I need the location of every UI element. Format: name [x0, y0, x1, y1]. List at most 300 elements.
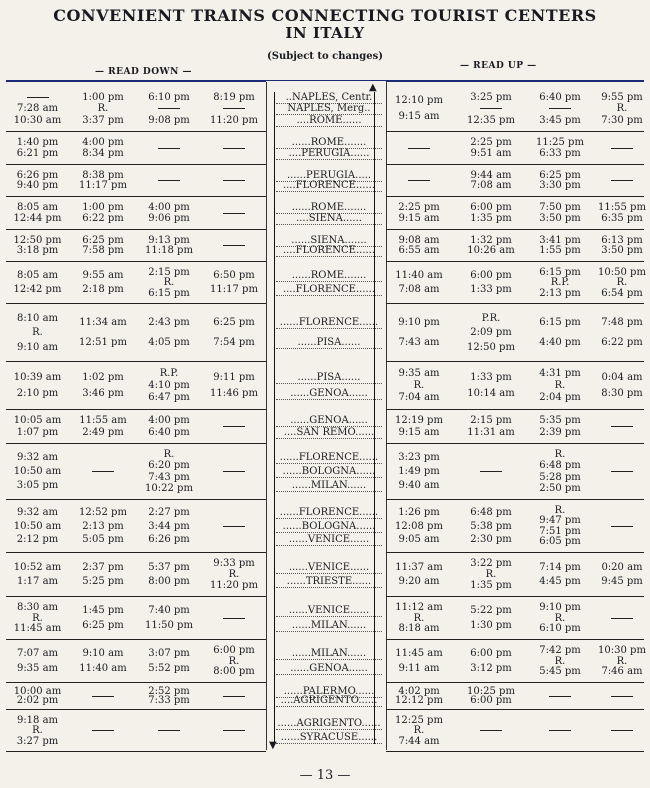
left-time-cell: 4:10 pm	[148, 380, 190, 391]
right-time-cell: 1:30 pm	[470, 619, 512, 631]
divider-right	[386, 82, 387, 750]
left-time-cell: 2:10 pm	[16, 388, 59, 399]
right-time-cell	[598, 613, 646, 624]
right-time-cell	[390, 175, 448, 186]
group-separator	[6, 164, 266, 165]
group-separator	[386, 639, 644, 640]
left-time-cell: 6:10 pm	[148, 91, 190, 103]
left-time-cell: 9:10 am	[82, 648, 124, 660]
group-separator	[6, 709, 266, 710]
left-time-cell: 2:18 pm	[82, 284, 124, 295]
arrow-up-icon: ▲	[369, 82, 377, 93]
left-time-cell: 11:17 pm	[210, 284, 258, 295]
right-time-cell: 2:30 pm	[470, 533, 512, 545]
left-time-cell: 8:38 pm	[82, 169, 124, 181]
no-service-dash	[158, 180, 180, 181]
group-separator	[386, 196, 644, 197]
right-time-cell: P.R.	[481, 312, 501, 324]
right-time-cell: 10:14 am	[467, 388, 515, 399]
right-time-cell: 2:50 pm	[539, 482, 581, 494]
right-time-cell: 7:50 pm	[539, 202, 581, 213]
no-service-dash	[611, 471, 633, 472]
station-name: ......ROME.......	[276, 137, 382, 149]
left-time-cell: 6:20 pm	[148, 460, 190, 472]
left-time-cell: 8:30 am	[16, 601, 59, 613]
no-service-dash	[223, 108, 245, 109]
right-time-cell: 12:08 pm	[395, 520, 443, 532]
read-up-label: — READ UP —	[460, 61, 537, 71]
group-separator	[6, 751, 266, 752]
group-separator	[386, 552, 644, 553]
right-time-cell: 9:10 pm	[398, 317, 440, 329]
left-time-cell: 6:21 pm	[16, 148, 59, 159]
group-separator	[6, 361, 266, 362]
group-separator	[6, 303, 266, 304]
left-time-cell: R.	[163, 449, 175, 461]
left-time-cell: 10:00 am	[13, 686, 62, 697]
right-time-cell: 11:45 am	[395, 648, 443, 660]
left-time-cell: 9:33 pm	[213, 558, 255, 569]
right-time-cell: 5:22 pm	[470, 605, 512, 617]
right-time-cell: 3:45 pm	[539, 114, 581, 126]
right-time-cell: 9:55 pm	[601, 91, 643, 103]
right-time-cell: 2:15 pm	[470, 415, 512, 427]
left-time-cell: R.	[32, 725, 43, 736]
station-name: ....ROME......	[276, 115, 382, 127]
left-time-cell: 8:19 pm	[213, 91, 255, 103]
left-time-cell: 6:26 pm	[16, 169, 59, 181]
no-service-dash	[92, 696, 114, 697]
station-name: ......FLORENCE......	[276, 452, 382, 464]
right-time-cell: R.	[554, 380, 566, 391]
left-time-cell	[72, 466, 134, 477]
right-time-cell: 1:32 pm	[470, 234, 512, 246]
right-time-cell: 2:25 pm	[470, 137, 512, 148]
right-time-cell: 6:00 pm	[470, 270, 512, 281]
no-service-dash	[223, 426, 245, 427]
right-time-cell: 1:35 pm	[470, 213, 512, 224]
right-time-cell: 2:13 pm	[539, 287, 581, 299]
left-time-cell	[205, 421, 263, 432]
station-name: ......PISA......	[276, 337, 382, 349]
right-time-cell: 7:44 am	[398, 735, 440, 747]
station-name: ......FLORENCE......	[276, 507, 382, 519]
right-time-cell: 6:15 pm	[539, 317, 581, 329]
right-time-cell: 7:14 pm	[539, 561, 581, 573]
right-time-cell: 12:25 pm	[395, 714, 443, 726]
left-time-cell: 3:37 pm	[82, 114, 124, 126]
left-time-cell: 6:26 pm	[148, 533, 190, 545]
station-name: ....SAN REMO......	[276, 427, 382, 439]
left-time-cell: 11:18 pm	[145, 245, 193, 257]
left-time-cell: 1:07 pm	[16, 426, 59, 438]
left-time-cell: 5:05 pm	[82, 533, 124, 545]
group-separator	[6, 261, 266, 262]
no-service-dash	[223, 245, 245, 246]
right-time-cell: 3:50 pm	[539, 213, 581, 224]
station-name: ......SYRACUSE......	[276, 732, 382, 744]
station-name: ....PERUGIA......	[276, 148, 382, 160]
station-name: ......VENICE......	[276, 534, 382, 546]
station-name: ......BOLOGNA......	[276, 521, 382, 533]
right-time-cell: 6:33 pm	[539, 148, 581, 159]
no-service-dash	[223, 696, 245, 697]
left-time-cell	[205, 521, 263, 532]
right-time-cell: 4:02 pm	[398, 686, 440, 697]
group-separator	[386, 709, 644, 710]
station-name: ....SIENA......	[276, 213, 382, 225]
right-time-cell: 3:30 pm	[539, 180, 581, 192]
right-time-cell: 6:25 pm	[539, 169, 581, 181]
no-service-dash	[158, 108, 180, 109]
right-time-cell: 7:04 am	[398, 392, 440, 403]
left-time-cell: 6:40 pm	[148, 426, 190, 438]
left-time-cell: 9:32 am	[16, 452, 59, 463]
left-time-cell: 11:55 am	[79, 415, 127, 427]
left-time-cell: 7:28 am	[16, 103, 59, 114]
right-time-cell	[460, 725, 522, 736]
no-service-dash	[408, 180, 430, 181]
left-time-cell	[205, 691, 263, 702]
station-name: ....FLORENCE......	[276, 180, 382, 192]
right-time-cell: 10:26 am	[467, 245, 515, 257]
right-time-cell: 2:25 pm	[398, 202, 440, 213]
left-time-cell: 3:05 pm	[16, 480, 59, 491]
station-name: ......VENICE......	[276, 605, 382, 617]
right-time-cell: 2:09 pm	[470, 327, 512, 338]
group-separator	[386, 164, 644, 165]
left-time-cell: 10:05 am	[13, 415, 62, 427]
right-time-cell: 7:43 am	[398, 336, 440, 348]
left-time-cell: R.	[32, 612, 43, 624]
right-time-cell: 6:48 pm	[470, 507, 512, 519]
station-name: ......GENOA......	[276, 663, 382, 675]
left-time-cell: 9:10 am	[16, 341, 59, 353]
right-time-cell: 9:10 pm	[539, 601, 581, 613]
divider-left	[266, 82, 267, 750]
right-time-cell: 11:31 am	[467, 426, 515, 438]
right-time-cell: 9:40 am	[398, 480, 440, 491]
group-separator	[6, 596, 266, 597]
station-name: ......MILAN......	[276, 648, 382, 660]
right-time-cell: 6:22 pm	[601, 336, 643, 348]
left-time-cell: 2:15 pm	[148, 266, 190, 278]
left-time-cell: 2:12 pm	[16, 533, 59, 545]
right-time-cell: 1:26 pm	[398, 507, 440, 519]
right-time-cell	[460, 103, 522, 114]
right-time-cell: 3:12 pm	[470, 662, 512, 674]
left-time-cell: 1:02 pm	[82, 372, 124, 383]
no-service-dash	[611, 730, 633, 731]
right-time-cell: R.P.	[550, 277, 570, 288]
right-time-cell: 12:19 pm	[395, 415, 443, 427]
left-time-cell: 11:45 am	[13, 623, 62, 635]
left-time-cell: R.	[228, 569, 240, 580]
right-time-cell: R.	[554, 504, 566, 516]
right-time-cell: 9:20 am	[398, 576, 440, 588]
right-time-cell: 9:15 am	[398, 426, 440, 438]
left-time-cell: 5:37 pm	[148, 561, 190, 573]
left-time-cell	[140, 175, 198, 186]
right-time-cell	[598, 691, 646, 702]
right-time-cell: 1:33 pm	[470, 372, 512, 383]
left-time-cell: 11:20 pm	[210, 114, 258, 126]
left-time-cell: 4:00 pm	[148, 415, 190, 427]
left-time-cell: 2:02 pm	[16, 695, 59, 706]
right-time-cell: 3:25 pm	[470, 91, 512, 103]
left-time-cell: 7:07 am	[16, 648, 59, 660]
left-time-cell: 2:37 pm	[82, 561, 124, 573]
right-time-cell: 9:51 am	[470, 148, 512, 159]
right-time-cell	[598, 521, 646, 532]
left-time-cell: 3:44 pm	[148, 520, 190, 532]
station-name: ......SIENA.......	[276, 235, 382, 247]
page-title-line2: IN ITALY	[285, 24, 365, 42]
station-name: ......BOLOGNA......	[276, 466, 382, 478]
left-time-cell: 7:58 pm	[82, 245, 124, 257]
left-time-cell: 12:51 pm	[79, 336, 127, 348]
right-time-cell: 7:30 pm	[601, 114, 643, 126]
no-service-dash	[549, 108, 571, 109]
left-time-cell: 12:42 pm	[13, 284, 62, 295]
right-time-cell: R.	[616, 655, 628, 667]
left-time-cell: 7:54 pm	[213, 336, 255, 348]
left-time-cell: 9:32 am	[16, 507, 59, 519]
right-time-cell: 9:08 am	[398, 234, 440, 246]
left-time-cell: 8:05 am	[16, 202, 59, 213]
right-time-cell: 2:39 pm	[539, 426, 581, 438]
left-time-cell: 6:25 pm	[82, 619, 124, 631]
left-time-cell: 11:50 pm	[145, 619, 193, 631]
left-time-cell: 6:00 pm	[213, 644, 255, 656]
no-service-dash	[223, 180, 245, 181]
group-separator	[386, 361, 644, 362]
station-name: ......PISA......	[276, 372, 382, 384]
right-time-cell: 9:45 pm	[601, 576, 643, 588]
left-time-cell: 2:13 pm	[82, 520, 124, 532]
read-down-arrow-shaft	[274, 92, 275, 744]
group-separator	[386, 499, 644, 500]
no-service-dash	[549, 730, 571, 731]
right-time-cell: 1:35 pm	[470, 580, 512, 591]
right-time-cell: R.	[616, 277, 628, 288]
station-name: ......MILAN......	[276, 480, 382, 492]
right-time-cell: 2:04 pm	[539, 392, 581, 403]
group-separator	[386, 443, 644, 444]
right-time-cell: 7:46 am	[601, 666, 643, 678]
no-service-dash	[549, 696, 571, 697]
left-time-cell: 10:50 am	[13, 520, 62, 532]
no-service-dash	[223, 213, 245, 214]
left-time-cell: 8:00 pm	[213, 666, 255, 678]
right-time-cell	[598, 421, 646, 432]
right-time-cell: 6:55 am	[398, 245, 440, 257]
left-time-cell	[205, 143, 263, 154]
right-time-cell: 1:33 pm	[470, 284, 512, 295]
right-time-cell: 6:05 pm	[539, 536, 581, 548]
no-service-dash	[223, 471, 245, 472]
left-time-cell: 11:34 am	[79, 317, 127, 329]
left-time-cell	[72, 691, 134, 702]
right-time-cell: 6:54 pm	[601, 287, 643, 299]
left-time-cell: 11:40 am	[79, 662, 127, 674]
right-time-cell: 8:18 am	[398, 623, 440, 635]
no-service-dash	[158, 730, 180, 731]
right-time-cell: 11:12 am	[395, 601, 443, 613]
left-time-cell	[205, 103, 263, 114]
station-name: NAPLES, Merg..	[276, 103, 382, 115]
left-time-cell: 6:47 pm	[148, 392, 190, 403]
group-separator	[386, 303, 644, 304]
right-time-cell: 12:35 pm	[467, 114, 515, 126]
left-time-cell: 4:05 pm	[148, 336, 190, 348]
right-time-cell: 8:30 pm	[601, 388, 643, 399]
left-time-cell: 6:15 pm	[148, 287, 190, 299]
station-name: ......ROME.......	[276, 202, 382, 214]
right-time-cell: 11:25 pm	[536, 137, 584, 148]
no-service-dash	[480, 108, 502, 109]
station-name: ......PALERMO......	[276, 686, 382, 698]
left-time-cell: R.	[163, 277, 175, 288]
left-time-cell: 2:52 pm	[148, 686, 190, 697]
left-time-cell: 4:00 pm	[148, 202, 190, 213]
left-time-cell: 5:52 pm	[148, 662, 190, 674]
left-time-cell: 9:55 am	[82, 270, 124, 281]
group-separator	[6, 499, 266, 500]
right-time-cell: 9:35 am	[398, 368, 440, 379]
left-time-cell: 6:50 pm	[213, 270, 255, 281]
left-time-cell: 4:00 pm	[82, 137, 124, 148]
no-service-dash	[223, 618, 245, 619]
right-time-cell: 6:00 pm	[470, 202, 512, 213]
no-service-dash	[92, 471, 114, 472]
left-time-cell	[140, 143, 198, 154]
right-time-cell: 4:31 pm	[539, 368, 581, 379]
right-time-cell: 3:23 pm	[398, 452, 440, 463]
left-time-cell: 8:10 am	[16, 312, 59, 324]
right-time-cell: 9:44 am	[470, 169, 512, 181]
left-time-cell: 2:49 pm	[82, 426, 124, 438]
left-time-cell	[205, 240, 263, 251]
left-time-cell: 11:17 pm	[79, 180, 127, 192]
right-time-cell: 6:00 pm	[470, 695, 512, 706]
right-time-cell	[530, 103, 590, 114]
left-time-cell: R.	[97, 103, 109, 114]
group-separator	[6, 229, 266, 230]
no-service-dash	[158, 148, 180, 149]
right-time-cell: R.	[413, 380, 425, 391]
right-time-cell: 11:55 pm	[598, 202, 646, 213]
left-time-cell	[205, 725, 263, 736]
group-separator	[386, 261, 644, 262]
no-service-dash	[611, 148, 633, 149]
right-time-cell: 9:47 pm	[539, 515, 581, 527]
left-time-cell: 3:18 pm	[16, 245, 59, 257]
right-time-cell: R.	[616, 103, 628, 114]
station-name: ......FLORENCE......	[276, 317, 382, 329]
read-down-label: — READ DOWN —	[95, 67, 193, 77]
right-time-cell	[530, 691, 590, 702]
no-service-dash	[408, 148, 430, 149]
top-rule-right	[386, 80, 644, 82]
left-time-cell: 8:34 pm	[82, 148, 124, 159]
right-time-cell: 3:22 pm	[470, 558, 512, 569]
left-time-cell	[10, 92, 65, 103]
left-time-cell: 8:00 pm	[148, 576, 190, 588]
no-service-dash	[611, 180, 633, 181]
right-time-cell	[598, 175, 646, 186]
left-time-cell: 12:50 pm	[13, 234, 62, 246]
station-name: ..NAPLES, Centr.	[276, 92, 382, 104]
left-time-cell: 8:05 am	[16, 270, 59, 281]
left-time-cell: 9:35 am	[16, 662, 59, 674]
right-time-cell: 6:48 pm	[539, 460, 581, 472]
right-time-cell: 0:04 am	[601, 372, 643, 383]
right-time-cell: R.	[554, 612, 566, 624]
right-time-cell: 5:38 pm	[470, 520, 512, 532]
right-time-cell: 6:13 pm	[601, 234, 643, 246]
right-time-cell: R.	[554, 449, 566, 461]
left-time-cell: 7:33 pm	[148, 695, 190, 706]
group-separator	[6, 196, 266, 197]
right-time-cell: 10:25 pm	[467, 686, 515, 697]
left-time-cell: R.	[228, 655, 240, 667]
group-separator	[386, 229, 644, 230]
left-time-cell: 6:25 pm	[213, 317, 255, 329]
left-time-cell: 1:00 pm	[82, 202, 124, 213]
left-time-cell: R.P.	[159, 368, 179, 379]
left-time-cell	[205, 613, 263, 624]
right-time-cell: 7:51 pm	[539, 525, 581, 537]
right-time-cell: R.	[485, 569, 497, 580]
no-service-dash	[611, 526, 633, 527]
right-time-cell: 12:12 pm	[395, 695, 443, 706]
left-time-cell: 3:46 pm	[82, 388, 124, 399]
left-time-cell: 10:52 am	[13, 561, 62, 573]
group-separator	[6, 443, 266, 444]
left-time-cell: 1:45 pm	[82, 605, 124, 617]
station-name: ......AGRIGENTO......	[277, 718, 381, 729]
left-time-cell: 9:06 pm	[148, 213, 190, 224]
left-time-cell: 9:08 pm	[148, 114, 190, 126]
right-time-cell: 6:10 pm	[539, 623, 581, 635]
arrow-down-icon: ▼	[269, 740, 277, 751]
group-separator	[386, 409, 644, 410]
left-time-cell: 10:22 pm	[145, 482, 193, 494]
right-time-cell: 7:48 pm	[601, 317, 643, 329]
right-time-cell: 7:08 am	[470, 180, 512, 192]
right-time-cell: 5:35 pm	[539, 415, 581, 427]
no-service-dash	[92, 730, 114, 731]
left-time-cell: 5:25 pm	[82, 576, 124, 588]
left-time-cell: 9:11 pm	[213, 372, 255, 383]
right-time-cell: 1:49 pm	[398, 466, 440, 477]
right-time-cell	[598, 466, 646, 477]
right-time-cell: 9:15 am	[398, 110, 440, 122]
station-name: ......ROME.......	[276, 270, 382, 282]
right-time-cell: 12:10 pm	[395, 95, 443, 107]
right-time-cell: 6:00 pm	[470, 648, 512, 660]
no-service-dash	[611, 696, 633, 697]
left-time-cell: 3:07 pm	[148, 648, 190, 660]
right-time-cell	[390, 143, 448, 154]
right-time-cell: 3:41 pm	[539, 234, 581, 246]
right-time-cell	[460, 466, 522, 477]
right-time-cell: 6:35 pm	[601, 213, 643, 224]
left-time-cell	[205, 208, 263, 219]
right-time-cell: 10:50 pm	[598, 266, 646, 278]
station-name: ....FLORENCE......	[276, 284, 382, 296]
